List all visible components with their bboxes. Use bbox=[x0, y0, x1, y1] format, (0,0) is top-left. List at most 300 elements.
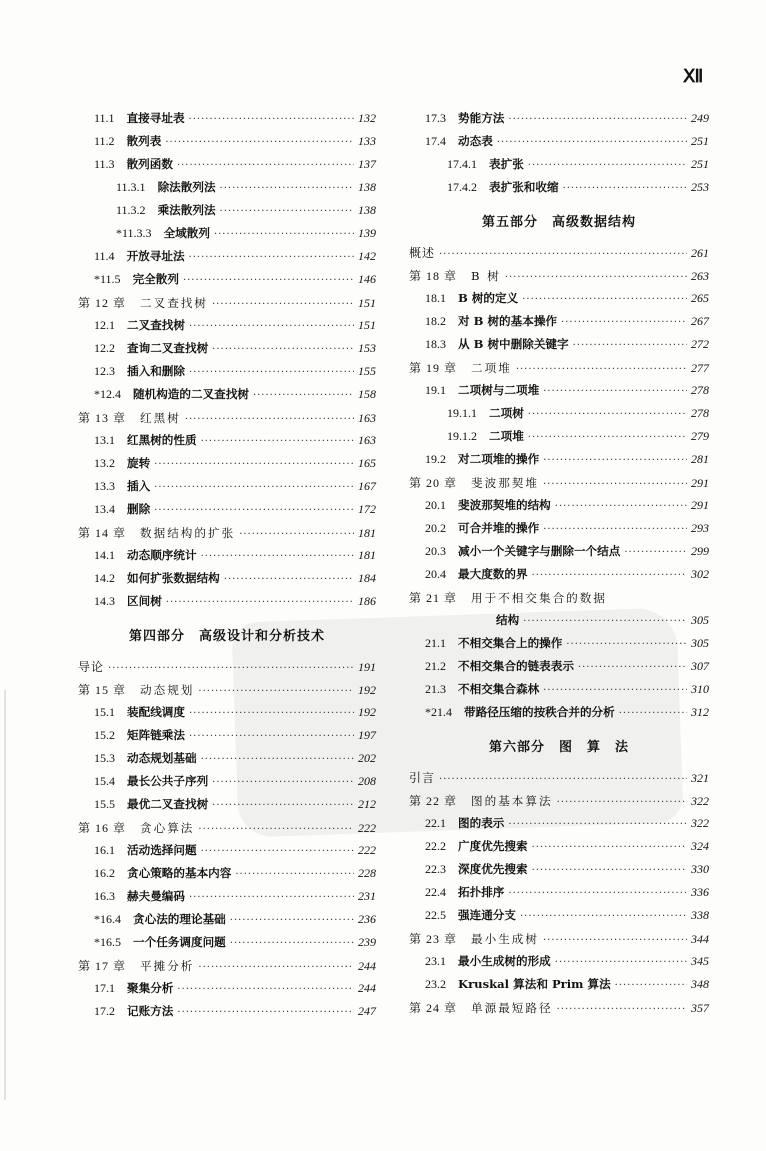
toc-entry-title: B 树的定义 bbox=[458, 291, 519, 305]
toc-entry bbox=[78, 934, 376, 957]
toc-entry-number: 21.1 bbox=[425, 636, 446, 650]
toc-chapter bbox=[78, 524, 376, 547]
toc-entry-number: 17.4.2 bbox=[447, 180, 477, 194]
toc-entry bbox=[409, 336, 709, 359]
toc-entry-title: 从 B 树中删除关键字 bbox=[458, 337, 569, 351]
toc-entry-title: 乘法散列法 bbox=[157, 203, 216, 217]
toc-entry-title: 表扩张 bbox=[489, 157, 524, 171]
toc-entry bbox=[409, 838, 709, 861]
toc-entry-title: 插入 bbox=[127, 479, 151, 493]
toc-entry-number: 15.1 bbox=[94, 705, 115, 719]
toc-page-number: 357 bbox=[691, 1001, 709, 1015]
toc-entry bbox=[409, 382, 709, 405]
dot-leader bbox=[516, 364, 687, 375]
toc-entry bbox=[78, 593, 376, 616]
toc-entry bbox=[78, 363, 376, 386]
dot-leader bbox=[508, 819, 687, 830]
toc-page-number: 293 bbox=[691, 521, 709, 535]
dot-leader bbox=[212, 299, 354, 310]
toc-entry bbox=[78, 156, 376, 179]
dot-leader bbox=[185, 414, 354, 425]
toc-entry-number: 20.1 bbox=[425, 498, 446, 512]
dot-leader bbox=[212, 777, 354, 788]
toc-entry bbox=[78, 248, 376, 271]
toc-entry bbox=[409, 907, 709, 930]
dot-leader bbox=[154, 505, 354, 516]
dot-leader bbox=[183, 275, 354, 286]
toc-entry-title: 最长公共子序列 bbox=[127, 774, 209, 788]
dot-leader bbox=[439, 249, 687, 260]
toc-page-number: 321 bbox=[691, 771, 709, 785]
dot-leader bbox=[624, 547, 687, 558]
toc-entry-title: 单源最短路径 bbox=[471, 1001, 553, 1015]
dot-leader bbox=[230, 938, 354, 949]
toc-entry-number: 23.1 bbox=[425, 954, 446, 968]
toc-page-number: 281 bbox=[691, 452, 709, 466]
toc-entry bbox=[409, 953, 709, 976]
dot-leader bbox=[520, 911, 687, 922]
toc-entry-title: 最小生成树 bbox=[471, 932, 539, 946]
toc-entry-number: 22.4 bbox=[425, 885, 446, 899]
dot-leader bbox=[177, 160, 354, 171]
toc-page-number: 345 bbox=[691, 954, 709, 968]
toc-page-number: 138 bbox=[358, 203, 376, 217]
toc-chapter bbox=[409, 474, 709, 497]
toc-entry-title: 散列函数 bbox=[126, 157, 173, 171]
toc-page-number: 261 bbox=[691, 246, 709, 260]
toc-entry-title: 对二项堆的操作 bbox=[458, 452, 540, 466]
toc-entry-number: 第 18 章 bbox=[409, 269, 458, 283]
toc-entry bbox=[78, 455, 376, 478]
dot-leader bbox=[198, 686, 354, 697]
dot-leader bbox=[154, 482, 354, 493]
toc-entry-title: 斐波那契堆 bbox=[471, 476, 539, 490]
toc-page-number: 265 bbox=[691, 291, 709, 305]
toc-entry-title: 表扩张和收缩 bbox=[489, 180, 559, 194]
toc-entry-number: 11.2 bbox=[94, 134, 115, 148]
toc-entry-number: 第 20 章 bbox=[409, 476, 458, 490]
toc-page-number: 291 bbox=[691, 498, 709, 512]
toc-entry-number: *21.4 bbox=[425, 705, 452, 719]
dot-leader bbox=[189, 367, 354, 378]
toc-entry-number: 11.3.2 bbox=[116, 203, 146, 217]
toc-entry-number: 21.2 bbox=[425, 659, 446, 673]
toc-right-column bbox=[409, 110, 709, 1022]
toc-entry-title: 查询二叉查找树 bbox=[127, 341, 209, 355]
toc-entry bbox=[78, 202, 376, 225]
toc-entry-number: 13.1 bbox=[94, 433, 115, 447]
toc-page-number: 192 bbox=[358, 683, 376, 697]
toc-entry-number: 13.4 bbox=[94, 502, 115, 516]
part-heading: 第四部分 高级设计和分析技术 bbox=[128, 629, 325, 644]
toc-entry bbox=[78, 727, 376, 750]
toc-entry-title: 矩阵链乘法 bbox=[127, 728, 185, 742]
dot-leader bbox=[528, 409, 687, 420]
toc-entry-title: 减小一个关键字与删除一个结点 bbox=[458, 544, 621, 558]
toc-entry-title: 聚集分析 bbox=[127, 981, 174, 995]
toc-page-number: 338 bbox=[691, 908, 709, 922]
toc-page-number: 181 bbox=[358, 526, 376, 540]
dot-leader bbox=[189, 708, 354, 719]
toc-page-number: 322 bbox=[691, 816, 709, 830]
toc-entry bbox=[409, 313, 709, 336]
toc-entry-title: 贪心法的理论基础 bbox=[133, 912, 226, 926]
toc-chapter bbox=[409, 244, 709, 267]
toc-page-number: 151 bbox=[358, 318, 376, 332]
dot-leader bbox=[189, 731, 354, 742]
toc-page-number: 312 bbox=[691, 705, 709, 719]
toc-page-number: 239 bbox=[358, 935, 376, 949]
dot-leader bbox=[543, 386, 687, 397]
toc-page-number: 236 bbox=[358, 912, 376, 926]
toc-entry-number: 15.2 bbox=[94, 728, 115, 742]
toc-page-number: 139 bbox=[358, 226, 376, 240]
toc-entry-title: 赫夫曼编码 bbox=[127, 889, 185, 903]
dot-leader bbox=[201, 846, 354, 857]
toc-entry-title: 全域散列 bbox=[163, 226, 210, 240]
toc-entry-number: 第 13 章 bbox=[78, 411, 127, 425]
toc-entry-title: 二项树与二项堆 bbox=[458, 383, 540, 397]
toc-entry bbox=[409, 110, 709, 133]
dot-leader bbox=[532, 570, 687, 581]
dot-leader bbox=[253, 390, 354, 401]
toc-entry bbox=[409, 566, 709, 589]
dot-leader bbox=[532, 865, 687, 876]
dot-leader bbox=[212, 800, 354, 811]
toc-entry-title: 图的基本算法 bbox=[471, 794, 553, 808]
toc-entry bbox=[78, 501, 376, 524]
toc-chapter bbox=[78, 957, 376, 980]
toc-entry-number: 18.2 bbox=[425, 314, 446, 328]
toc-entry-title: 开放寻址法 bbox=[126, 249, 185, 263]
toc-entry bbox=[78, 911, 376, 934]
toc-entry-title: 可合并堆的操作 bbox=[458, 521, 540, 535]
toc-entry-number: 15.3 bbox=[94, 751, 115, 765]
toc-entry-title: 平摊分析 bbox=[140, 959, 195, 973]
toc-entry-number: 17.1 bbox=[94, 981, 115, 995]
toc-entry-title: 插入和删除 bbox=[127, 364, 185, 378]
toc-entry-title: 二叉查找树 bbox=[127, 318, 185, 332]
dot-leader bbox=[561, 317, 687, 328]
dot-leader bbox=[201, 436, 354, 447]
toc-entry-title: 记账方法 bbox=[127, 1004, 174, 1018]
toc-entry-number: 21.3 bbox=[425, 682, 446, 696]
toc-entry bbox=[78, 796, 376, 819]
dot-leader bbox=[508, 888, 687, 899]
toc-chapter bbox=[409, 359, 709, 382]
toc-entry-title: 强连通分支 bbox=[458, 908, 516, 922]
dot-leader bbox=[543, 685, 687, 696]
toc-entry bbox=[409, 884, 709, 907]
toc-entry-number: 14.3 bbox=[94, 594, 115, 608]
toc-chapter bbox=[409, 267, 709, 290]
dot-leader bbox=[555, 957, 687, 968]
toc-entry-title: 动态规划基础 bbox=[127, 751, 197, 765]
toc-entry-number: 11.3.1 bbox=[116, 180, 146, 194]
toc-entry-title: 广度优先搜索 bbox=[458, 839, 528, 853]
toc-entry-number: 16.1 bbox=[94, 843, 115, 857]
dot-leader bbox=[177, 1007, 354, 1018]
toc-entry-title: 如何扩张数据结构 bbox=[127, 571, 220, 585]
toc-entry-number: 22.1 bbox=[425, 816, 446, 830]
toc-entry bbox=[409, 405, 709, 428]
toc-entry-title: 用于不相交集合的数据 bbox=[471, 591, 607, 605]
toc-entry-title: 数据结构的扩张 bbox=[140, 526, 236, 540]
toc-page-number: 324 bbox=[691, 839, 709, 853]
toc-entry bbox=[409, 520, 709, 543]
toc-entry-number: 引言 bbox=[409, 771, 436, 785]
toc-entry-number: 第 24 章 bbox=[409, 1001, 458, 1015]
dot-leader bbox=[508, 114, 687, 125]
dot-leader bbox=[201, 754, 354, 765]
dot-leader bbox=[230, 915, 354, 926]
toc-entry-number: 第 15 章 bbox=[78, 683, 127, 697]
toc-entry bbox=[78, 704, 376, 727]
toc-entry-number: 20.3 bbox=[425, 544, 446, 558]
toc-page-number: 197 bbox=[358, 728, 376, 742]
toc-page-number: 151 bbox=[358, 296, 376, 310]
toc-entry bbox=[78, 547, 376, 570]
toc-entry-number: 19.1 bbox=[425, 383, 446, 397]
toc-page-number: 192 bbox=[358, 705, 376, 719]
toc-page-number: 137 bbox=[358, 157, 376, 171]
toc-entry-number: 12.3 bbox=[94, 364, 115, 378]
dot-leader bbox=[439, 774, 687, 785]
toc-entry-title: 红黑树 bbox=[140, 411, 181, 425]
toc-entry-number: 第 19 章 bbox=[409, 361, 458, 375]
dot-leader bbox=[177, 984, 354, 995]
toc-entry-title: 动态规划 bbox=[140, 683, 195, 697]
toc-entry-title: 结构 bbox=[496, 613, 520, 627]
toc-entry-number: 16.2 bbox=[94, 866, 115, 880]
toc-entry-number: 14.2 bbox=[94, 571, 115, 585]
page-edge-shadow bbox=[4, 690, 6, 1100]
toc-entry-title: 最小生成树的形成 bbox=[458, 954, 551, 968]
dot-leader bbox=[615, 980, 687, 991]
toc-page-number: 305 bbox=[691, 613, 709, 627]
toc-entry-number: 22.2 bbox=[425, 839, 446, 853]
toc-page-number: 244 bbox=[358, 981, 376, 995]
toc-page-number: 278 bbox=[691, 383, 709, 397]
toc-entry bbox=[409, 815, 709, 838]
toc-page-number: 181 bbox=[358, 548, 376, 562]
toc-page-number: 142 bbox=[358, 249, 376, 263]
dot-leader bbox=[578, 662, 687, 673]
dot-leader bbox=[166, 597, 354, 608]
toc-entry-number: 18.1 bbox=[425, 291, 446, 305]
toc-page-number: 208 bbox=[358, 774, 376, 788]
toc-entry bbox=[409, 543, 709, 566]
toc-entry-number: 11.3 bbox=[94, 157, 115, 171]
dot-leader bbox=[154, 459, 354, 470]
toc-entry bbox=[78, 980, 376, 1003]
toc-entry bbox=[409, 451, 709, 474]
toc-entry-number: *12.4 bbox=[94, 387, 121, 401]
toc-page-number: 251 bbox=[691, 134, 709, 148]
toc-page-number: 278 bbox=[691, 406, 709, 420]
dot-leader bbox=[235, 869, 354, 880]
toc-entry-number: *16.4 bbox=[94, 912, 121, 926]
toc-entry-title: 二项堆 bbox=[489, 429, 524, 443]
toc-page-number: 155 bbox=[358, 364, 376, 378]
toc-entry bbox=[78, 750, 376, 773]
toc-entry-title: 红黑树的性质 bbox=[127, 433, 197, 447]
toc-entry-title: 二项堆 bbox=[471, 361, 512, 375]
part-heading: 第六部分 图 算 法 bbox=[488, 740, 629, 755]
toc-entry bbox=[409, 156, 709, 179]
dot-leader bbox=[189, 252, 354, 263]
toc-page-number: 279 bbox=[691, 429, 709, 443]
dot-leader bbox=[220, 183, 354, 194]
dot-leader bbox=[566, 639, 687, 650]
toc-page-number: 222 bbox=[358, 821, 376, 835]
toc-entry-number: 导论 bbox=[78, 660, 105, 674]
toc-entry-title: 随机构造的二叉查找树 bbox=[133, 387, 249, 401]
toc-entry-number: 20.2 bbox=[425, 521, 446, 535]
dot-leader bbox=[557, 797, 687, 808]
toc-entry-number: 第 17 章 bbox=[78, 959, 127, 973]
toc-entry-title: 散列表 bbox=[126, 134, 162, 148]
toc-entry bbox=[409, 133, 709, 156]
toc-page-number: 202 bbox=[358, 751, 376, 765]
dot-leader bbox=[528, 432, 687, 443]
dot-leader bbox=[563, 183, 687, 194]
dot-leader bbox=[543, 479, 687, 490]
toc-chapter bbox=[409, 589, 709, 612]
dot-leader bbox=[523, 616, 687, 627]
toc-page-number: 310 bbox=[691, 682, 709, 696]
dot-leader bbox=[198, 962, 354, 973]
toc-entry-number: 23.2 bbox=[425, 977, 446, 991]
toc-entry-title: 一个任务调度问题 bbox=[133, 935, 226, 949]
toc-entry bbox=[78, 432, 376, 455]
toc-entry-number: 17.2 bbox=[94, 1004, 115, 1018]
dot-leader bbox=[557, 1004, 687, 1015]
toc-page-number: 302 bbox=[691, 567, 709, 581]
toc-entry-title: 不相交集合上的操作 bbox=[458, 636, 563, 650]
toc-entry-number: 15.4 bbox=[94, 774, 115, 788]
toc-entry-number: 19.2 bbox=[425, 452, 446, 466]
toc-entry-title: 对 B 树的基本操作 bbox=[458, 314, 558, 328]
toc-entry-number: 第 12 章 bbox=[78, 296, 127, 310]
toc-entry-title: 最大度数的界 bbox=[458, 567, 528, 581]
toc-page-number: 172 bbox=[358, 502, 376, 516]
toc-entry bbox=[78, 386, 376, 409]
dot-leader bbox=[528, 160, 687, 171]
toc-page-number: 344 bbox=[691, 932, 709, 946]
toc-page-number: 247 bbox=[358, 1004, 376, 1018]
toc-page-number: 272 bbox=[691, 337, 709, 351]
dot-leader bbox=[165, 137, 354, 148]
page-number: Ⅻ bbox=[683, 66, 704, 86]
toc-entry-title: 势能方法 bbox=[458, 111, 505, 125]
dot-leader bbox=[239, 529, 354, 540]
toc-entry bbox=[409, 658, 709, 681]
toc-entry-title: 图的表示 bbox=[458, 816, 505, 830]
toc-entry-title: 贪心算法 bbox=[140, 821, 195, 835]
dot-leader bbox=[532, 842, 687, 853]
toc-entry-title: Kruskal 算法和 Prim 算法 bbox=[458, 977, 611, 991]
toc-entry-title: 动态表 bbox=[458, 134, 493, 148]
toc-entry bbox=[409, 704, 709, 727]
toc-page-number: 184 bbox=[358, 571, 376, 585]
toc-entry-number: 17.3 bbox=[425, 111, 446, 125]
toc-entry-title: 直接寻址表 bbox=[126, 111, 185, 125]
toc-page-number: 244 bbox=[358, 959, 376, 973]
toc-page-number: 330 bbox=[691, 862, 709, 876]
toc-chapter bbox=[409, 769, 709, 792]
dot-leader bbox=[108, 663, 354, 674]
toc-entry-number: 第 23 章 bbox=[409, 932, 458, 946]
toc-page-number: 163 bbox=[358, 433, 376, 447]
toc-entry-number: 11.4 bbox=[94, 249, 115, 263]
toc-entry-number: 第 16 章 bbox=[78, 821, 127, 835]
toc-chapter bbox=[78, 409, 376, 432]
dot-leader bbox=[543, 524, 687, 535]
dot-leader bbox=[522, 294, 687, 305]
dot-leader bbox=[573, 340, 687, 351]
toc-entry bbox=[409, 290, 709, 313]
toc-chapter bbox=[409, 930, 709, 953]
toc-entry-number: 18.3 bbox=[425, 337, 446, 351]
toc-entry-number: 概述 bbox=[409, 246, 436, 260]
toc-entry-number: 20.4 bbox=[425, 567, 446, 581]
toc-page-number: 336 bbox=[691, 885, 709, 899]
toc-page-number: 307 bbox=[691, 659, 709, 673]
toc-entry-title: 不相交集合的链表表示 bbox=[458, 659, 574, 673]
toc-chapter bbox=[409, 999, 709, 1022]
toc-entry-title: 完全散列 bbox=[132, 272, 179, 286]
toc-page-number: 348 bbox=[691, 977, 709, 991]
toc-entry-title: 二叉查找树 bbox=[140, 296, 208, 310]
toc-entry bbox=[78, 133, 376, 156]
toc-entry-number: 第 22 章 bbox=[409, 794, 458, 808]
toc-entry-number: 13.3 bbox=[94, 479, 115, 493]
toc-page-number: 299 bbox=[691, 544, 709, 558]
toc-page-number: 167 bbox=[358, 479, 376, 493]
dot-leader bbox=[189, 114, 354, 125]
dot-leader bbox=[201, 551, 354, 562]
toc-page-number: 191 bbox=[358, 660, 376, 674]
toc-left-column bbox=[78, 110, 376, 1026]
toc-entry-title: 拓扑排序 bbox=[458, 885, 505, 899]
dot-leader bbox=[555, 501, 687, 512]
dot-leader bbox=[220, 206, 354, 217]
toc-chapter bbox=[78, 681, 376, 704]
toc-entry-title: 斐波那契堆的结构 bbox=[458, 498, 551, 512]
part-heading: 第五部分 高级数据结构 bbox=[481, 215, 636, 230]
toc-entry bbox=[409, 497, 709, 520]
toc-entry bbox=[78, 317, 376, 340]
toc-entry-number: 22.5 bbox=[425, 908, 446, 922]
toc-entry bbox=[78, 570, 376, 593]
toc-page-number: 277 bbox=[691, 361, 709, 375]
toc-page-number: 165 bbox=[358, 456, 376, 470]
toc-entry-title: 深度优先搜索 bbox=[458, 862, 528, 876]
toc-entry bbox=[78, 340, 376, 363]
toc-chapter bbox=[78, 658, 376, 681]
toc-entry-number: *11.3.3 bbox=[116, 226, 152, 240]
toc-entry bbox=[78, 773, 376, 796]
dot-leader bbox=[505, 272, 687, 283]
dot-leader bbox=[543, 455, 687, 466]
dot-leader bbox=[224, 574, 354, 585]
dot-leader bbox=[497, 137, 687, 148]
dot-leader bbox=[189, 892, 354, 903]
toc-entry bbox=[409, 428, 709, 451]
toc-entry-number: 19.1.2 bbox=[447, 429, 477, 443]
toc-entry bbox=[409, 976, 709, 999]
